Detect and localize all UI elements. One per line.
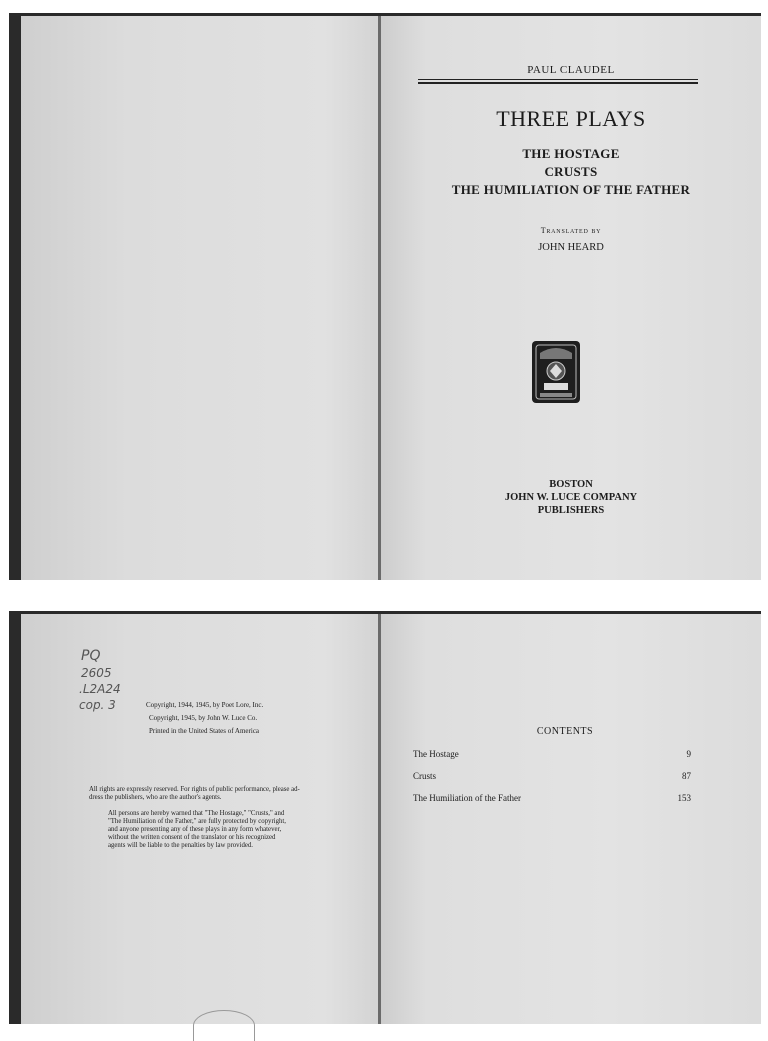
toc-entry-title: The Humiliation of the Father [413, 793, 521, 803]
copyright-page [21, 614, 379, 1024]
copyright-line: Copyright, 1944, 1945, by Poet Lore, Inc. [146, 701, 264, 709]
book-title: THREE PLAYS [496, 106, 646, 131]
author-name: PAUL CLAUDEL [527, 64, 615, 76]
copyright-line: Copyright, 1945, by John W. Luce Co. [149, 714, 258, 722]
translator-name: JOHN HEARD [538, 242, 604, 253]
toc-entry-title: Crusts [413, 771, 437, 781]
toc-entry-title: The Hostage [413, 749, 459, 759]
top-book-spread [9, 13, 761, 580]
handwritten-call-number: PQ [81, 648, 101, 664]
rights-notice-line: All rights are expressly reserved. For rights of public performance, please ad- [89, 786, 300, 793]
toc-entry-page: 9 [686, 749, 691, 759]
toc-entry-page: 87 [682, 771, 691, 781]
handwritten-call-number: 2605 [81, 666, 112, 680]
title-rule-thick [418, 82, 698, 84]
library-stamp [193, 1010, 255, 1041]
publisher-emblem-icon [530, 339, 582, 405]
contents-heading: CONTENTS [536, 726, 594, 737]
title-page [381, 16, 761, 580]
contents-page [381, 614, 761, 1024]
warning-notice-line: without the written consent of the translator or his recognized [108, 834, 276, 841]
toc-entry-page: 153 [677, 793, 691, 803]
imprint-publisher: JOHN W. LUCE COMPANY [504, 492, 638, 503]
play-title: THE HUMILIATION OF THE FATHER [451, 182, 691, 197]
translated-by-label: Translated by [540, 226, 602, 235]
title-rule-thin [418, 79, 698, 80]
imprint-city: BOSTON [549, 479, 593, 490]
play-title: CRUSTS [544, 164, 598, 179]
imprint-label: PUBLISHERS [537, 505, 605, 516]
toc-entry [413, 749, 691, 759]
play-title: THE HOSTAGE [522, 146, 620, 161]
rights-notice-line: dress the publishers, who are the author's agents. [89, 794, 222, 801]
bottom-book-spread [9, 611, 761, 1024]
copyright-line: Printed in the United States of America [149, 727, 260, 735]
handwritten-call-number: .L2A24 [79, 682, 121, 696]
handwritten-call-number: cop. 3 [79, 698, 116, 712]
warning-notice-line: agents will be liable to the penalties by law provided. [108, 842, 253, 849]
warning-notice-line: and anyone presenting any of these plays in any form whatever, [108, 826, 282, 833]
toc-entry [413, 771, 691, 781]
toc-entry [413, 793, 691, 803]
warning-notice-line: "The Humiliation of the Father," are fully protected by copyright, [108, 818, 286, 825]
blank-left-page [21, 16, 379, 580]
warning-notice-line: All persons are hereby warned that "The Hostage," "Crusts," and [108, 810, 285, 817]
